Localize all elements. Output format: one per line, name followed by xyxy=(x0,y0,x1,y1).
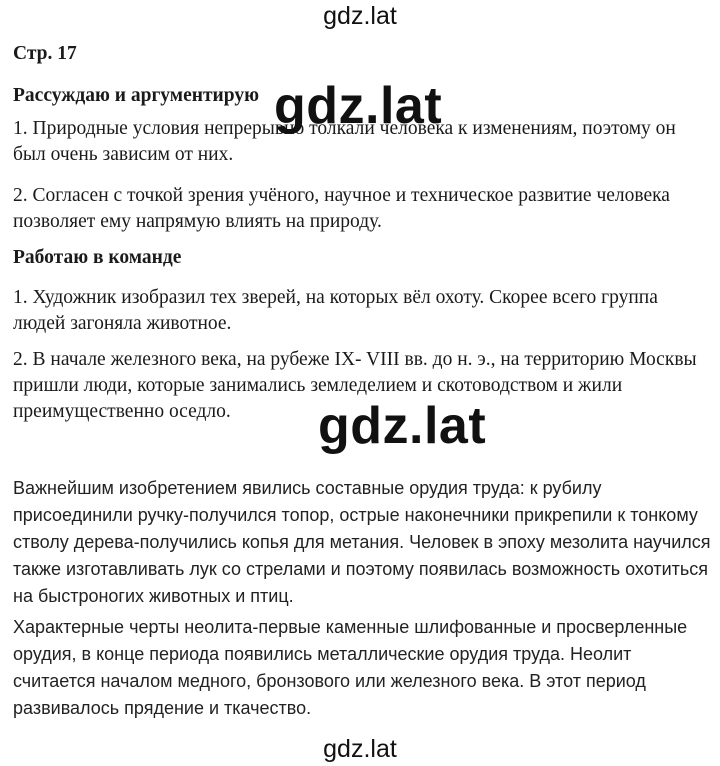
answer-item-1: 1. Природные условия непрерывно толкали человека к изменениям, поэтому он был очень зависим от них. xyxy=(13,118,676,165)
watermark-middle-1: gdz.lat xyxy=(274,77,443,135)
answer-item-4: 2. В начале железного века, на рубеже IX- VIII вв. до н. э., на территорию Москвы пришли люди, которые занимались земледелием и скотоводством и жили преимущественно оседло. xyxy=(13,349,697,422)
page-label: Стр. 17 xyxy=(13,43,77,64)
section-heading-reasoning: Рассуждаю и аргументирую xyxy=(13,85,260,106)
answer-item-3: 1. Художник изобразил тех зверей, на которых вёл охоту. Скорее всего группа людей загоняла животное. xyxy=(13,287,658,334)
section-heading-teamwork: Работаю в команде xyxy=(13,247,182,268)
watermark-top: gdz.lat xyxy=(323,2,397,30)
watermark-bottom: gdz.lat xyxy=(323,735,397,763)
paragraph-tools: Важнейшим изобретением явились составные орудия труда: к рубилу присоединили ручку-получился топор, острые наконечники прикрепили к тонкому стволу дерева-получились копья для метания. Человек в эпоху мезолита научился также изготавливать лук со стрелами и поэтому появилась возможность охотиться на быстроногих животных и птиц. xyxy=(13,478,711,606)
watermark-middle-2: gdz.lat xyxy=(318,397,487,455)
answer-item-2: 2. Согласен с точкой зрения учёного, научное и техническое развитие человека позволяет ему напрямую влиять на природу. xyxy=(13,185,670,232)
paragraph-neolithic: Характерные черты неолита-первые каменные шлифованные и просверленные орудия, в конце периода появились металлические орудия труда. Неолит считается началом медного, бронзового или железного века. В этот период развивалось прядение и ткачество. xyxy=(13,617,688,718)
